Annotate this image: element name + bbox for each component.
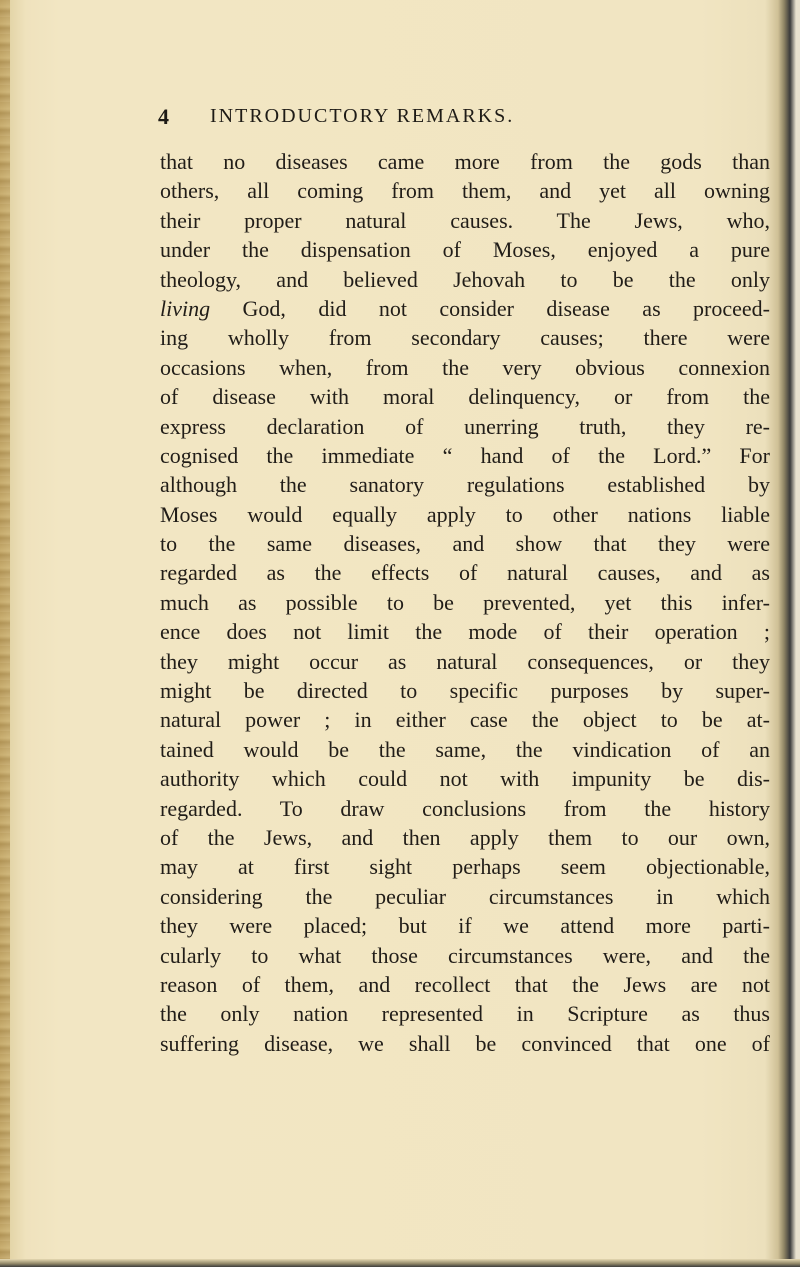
text-line-rest: God, did not consider disease as proceed- xyxy=(242,295,770,321)
text-line: of disease with moral delinquency, or from the xyxy=(160,384,770,410)
text-line: authority which could not with impunity be dis- xyxy=(160,766,770,792)
text-line: occasions when, from the very obvious connexion xyxy=(160,354,770,380)
text-line: the only nation represented in Scripture as thus xyxy=(160,1001,770,1027)
text-line: they might occur as natural consequences, or they xyxy=(160,648,770,674)
text-line: theology, and believed Jehovah to be the only xyxy=(160,266,770,292)
text-line: to the same diseases, and show that they were xyxy=(160,531,770,557)
text-line: cognised the immediate “ hand of the Lord.” For xyxy=(160,442,770,468)
text-line: ence does not limit the mode of their operation ; xyxy=(160,619,770,645)
text-line: regarded. To draw conclusions from the history xyxy=(160,795,770,821)
text-line: may at first sight perhaps seem objectionable, xyxy=(160,854,770,880)
text-line: although the sanatory regulations established by xyxy=(160,472,770,498)
text-line: ing wholly from secondary causes; there were xyxy=(160,325,770,351)
text-line: reason of them, and recollect that the Jews are not xyxy=(160,971,770,997)
page-header xyxy=(158,104,770,134)
text-line: considering the peculiar circumstances in which xyxy=(160,883,770,909)
text-line: their proper natural causes. The Jews, who, xyxy=(160,207,770,233)
text-line-with-italic xyxy=(160,294,770,323)
text-line: tained would be the same, the vindication of an xyxy=(160,736,770,762)
text-line: express declaration of unerring truth, they re- xyxy=(160,413,770,439)
page-bottom-edge xyxy=(0,1259,800,1267)
text-line: cularly to what those circumstances were, and the xyxy=(160,942,770,968)
text-line: much as possible to be prevented, yet this infer- xyxy=(160,589,770,615)
italic-word: living xyxy=(160,295,211,321)
page-number: 4 xyxy=(158,104,170,129)
body-text xyxy=(160,147,770,1058)
running-head: INTRODUCTORY REMARKS. xyxy=(210,105,515,127)
text-line: others, all coming from them, and yet all owning xyxy=(160,178,770,204)
page-gutter xyxy=(0,0,10,1267)
text-line: natural power ; in either case the object to be at- xyxy=(160,707,770,733)
text-line: of the Jews, and then apply them to our own, xyxy=(160,824,770,850)
text-line: they were placed; but if we attend more parti- xyxy=(160,913,770,939)
text-line: might be directed to specific purposes by super- xyxy=(160,678,770,704)
text-line: regarded as the effects of natural causes, and as xyxy=(160,560,770,586)
text-line: that no diseases came more from the gods than xyxy=(160,149,770,174)
text-line: suffering disease, we shall be convinced that one of xyxy=(160,1030,770,1056)
text-line: Moses would equally apply to other nations liable xyxy=(160,501,770,527)
text-line: under the dispensation of Moses, enjoyed a pure xyxy=(160,237,770,263)
